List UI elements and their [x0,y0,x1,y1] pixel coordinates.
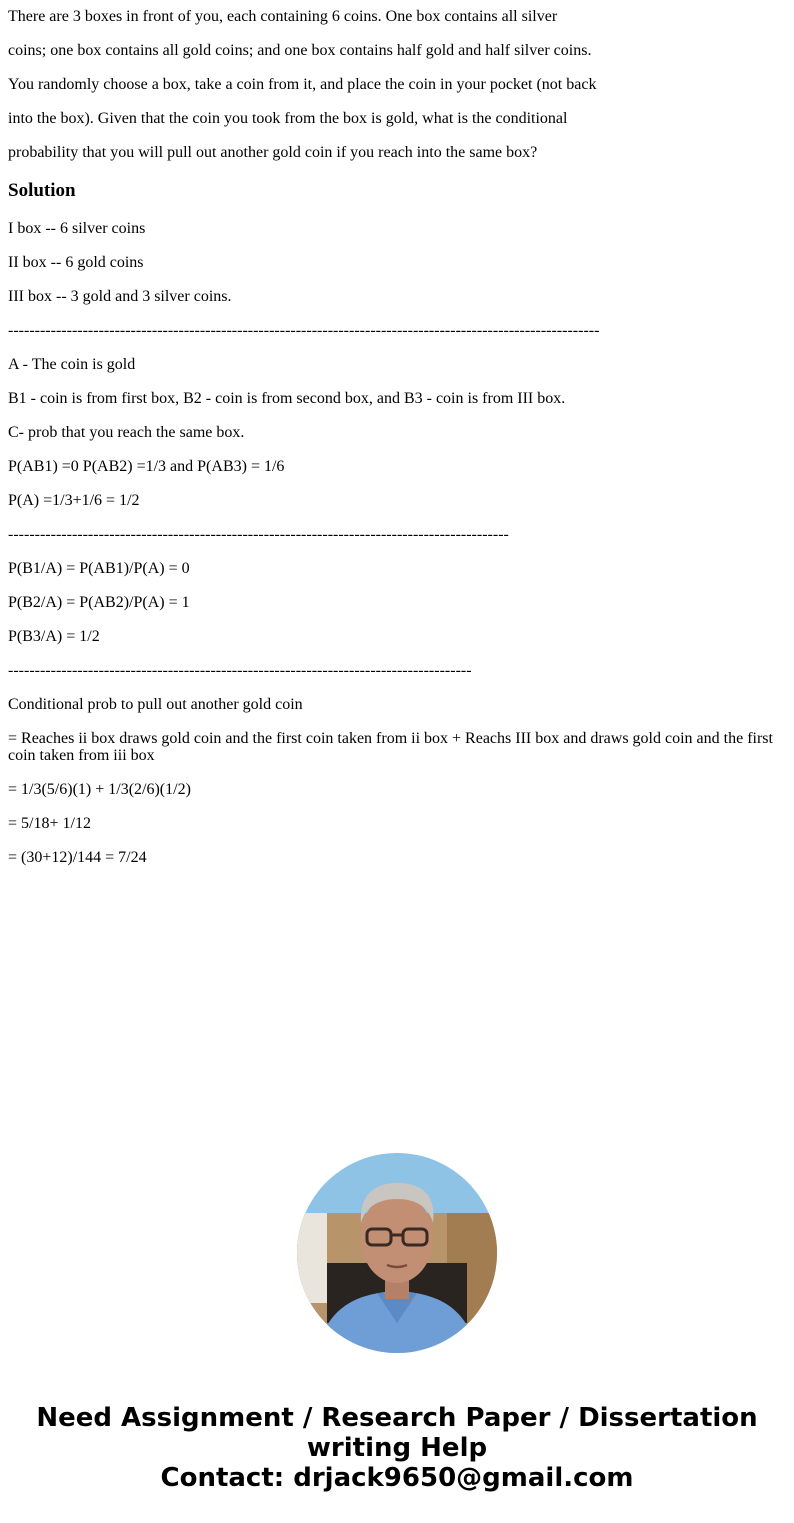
footer-contact: Contact: drjack9650@gmail.com [160,1463,634,1493]
solution-text [8,212,786,875]
solution-line: = (30+12)/144 = 7/24 [8,849,147,866]
solution-line: P(B3/A) = 1/2 [8,628,100,645]
document-body [8,0,786,875]
divider-line: --------------------------------------------------------------------------------------------------------------- [8,322,600,339]
author-avatar [297,1153,497,1353]
solution-line: III box -- 3 gold and 3 silver coins. [8,288,232,305]
solution-line: P(B1/A) = P(AB1)/P(A) = 0 [8,560,190,577]
footer-headline: Need Assignment / Research Paper / Dissertation [36,1403,758,1433]
promo-footer [0,1403,794,1493]
solution-line: P(AB1) =0 P(AB2) =1/3 and P(AB3) = 1/6 [8,458,285,475]
solution-heading: Solution [8,180,76,201]
question-line: into the box). Given that the coin you took from the box is gold, what is the conditional [8,110,568,127]
solution-line: = Reaches ii box draws gold coin and the first coin taken from ii box + Reachs III box and draws gold coin and the first coin taken from iii box [8,730,773,764]
solution-line: I box -- 6 silver coins [8,220,146,237]
solution-line: Conditional prob to pull out another gold coin [8,696,303,713]
avatar-face [361,1193,433,1283]
solution-line: = 1/3(5/6)(1) + 1/3(2/6)(1/2) [8,781,191,798]
footer-subheadline: writing Help [306,1433,488,1463]
question-line: probability that you will pull out another gold coin if you reach into the same box? [8,144,538,161]
question-line: You randomly choose a box, take a coin from it, and place the coin in your pocket (not back [8,76,597,93]
solution-line: C- prob that you reach the same box. [8,424,245,441]
question-line: There are 3 boxes in front of you, each containing 6 coins. One box contains all silver [8,8,558,25]
solution-line: P(A) =1/3+1/6 = 1/2 [8,492,140,509]
avatar-wall-switch [297,1213,327,1303]
divider-line: --------------------------------------------------------------------------------------- [8,662,472,679]
question-text [8,0,786,170]
solution-line: P(B2/A) = P(AB2)/P(A) = 1 [8,594,190,611]
solution-line: B1 - coin is from first box, B2 - coin is from second box, and B3 - coin is from III box. [8,390,566,407]
solution-line: A - The coin is gold [8,356,136,373]
avatar-portrait [297,1153,497,1353]
solution-line: II box -- 6 gold coins [8,254,144,271]
question-line: coins; one box contains all gold coins; and one box contains half gold and half silver coins. [8,42,592,59]
solution-line: = 5/18+ 1/12 [8,815,91,832]
divider-line: ---------------------------------------------------------------------------------------------- [8,526,509,543]
